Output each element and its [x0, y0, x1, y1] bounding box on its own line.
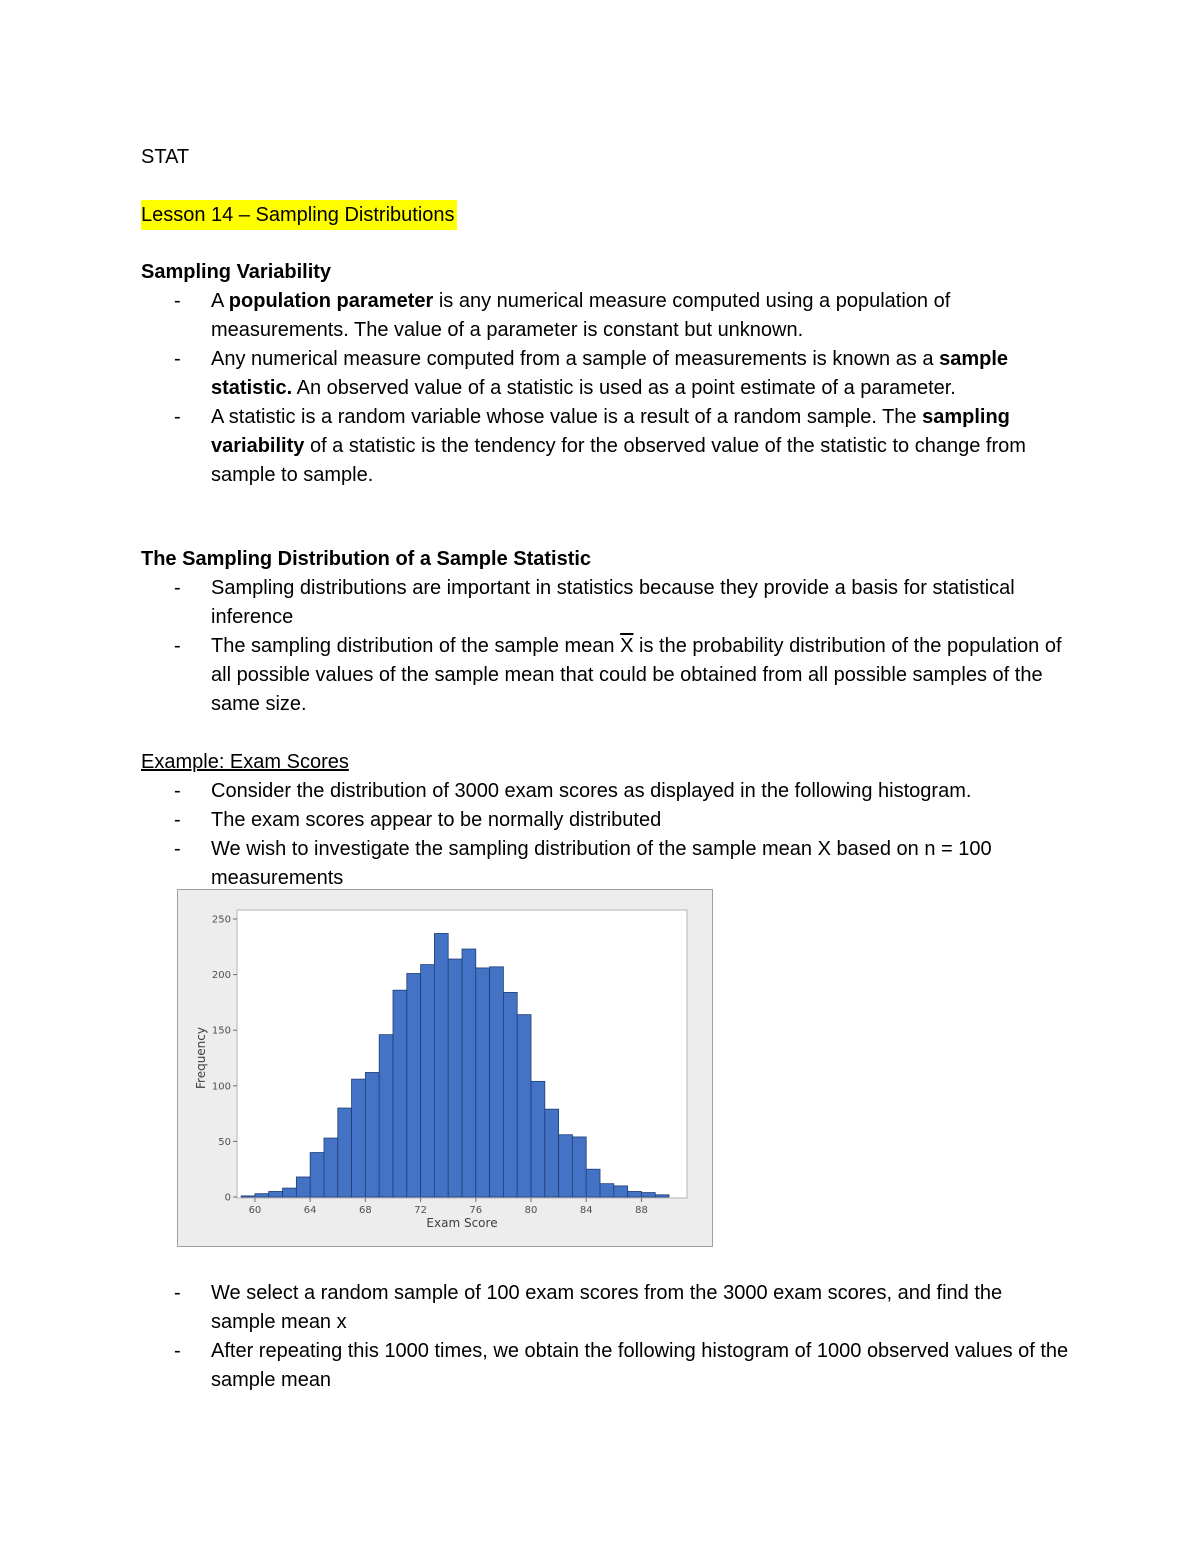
x-tick-label: 68: [359, 1205, 372, 1216]
x-tick-label: 76: [469, 1205, 483, 1216]
lesson-title: Lesson 14 – Sampling Distributions: [141, 200, 457, 230]
x-axis-ticks: [249, 1198, 648, 1216]
bullet-text: An observed value of a statistic is used as a point estimate of a parameter.: [292, 377, 956, 399]
histogram-bar: [600, 1184, 614, 1197]
histogram-bar: [269, 1191, 283, 1197]
bold-term: population parameter: [228, 290, 434, 312]
x-bar-symbol: $\overline{X}$: [620, 635, 634, 657]
histogram-bar: [421, 965, 435, 1197]
bullet-text: is the probability distribution of the population of all possible values of the sample mean that could be obtained from all possible samples of the same size.: [211, 635, 1062, 715]
histogram-bar: [407, 973, 421, 1197]
histogram-figure: [177, 889, 713, 1247]
bold-term: sampling variability: [211, 406, 1010, 457]
bullet-text: A statistic is a random variable whose value is a result of a random sample. The: [211, 406, 923, 428]
x-tick-label: 88: [635, 1205, 648, 1216]
histogram-bar: [241, 1196, 255, 1197]
y-tick-label: 0: [224, 1192, 231, 1204]
section-heading-sampling-variability: Sampling Variability: [141, 261, 332, 283]
histogram-bar: [462, 949, 476, 1197]
histogram-bar: [352, 1079, 366, 1197]
example-list-top: [141, 777, 1071, 893]
x-tick-label: 72: [414, 1205, 427, 1216]
histogram-bar: [490, 967, 504, 1197]
section-heading-sampling-distribution: The Sampling Distribution of a Sample Statistic: [141, 548, 592, 570]
histogram-bar: [296, 1177, 310, 1197]
y-tick-label: 100: [211, 1081, 231, 1093]
histogram-bar: [255, 1194, 269, 1197]
document-title: STAT: [141, 146, 190, 168]
histogram-bar: [586, 1169, 600, 1197]
list-item: - We wish to investigate the sampling distribution of the sample mean X based on n = 100 measurements: [141, 835, 1071, 893]
histogram-bar: [338, 1108, 352, 1197]
histogram-bar: [641, 1193, 655, 1197]
histogram-bar: [324, 1138, 338, 1197]
list-item: [141, 403, 1071, 490]
histogram-bar: [434, 933, 448, 1197]
histogram-bar: [572, 1137, 586, 1197]
histogram-bar: [559, 1135, 573, 1197]
y-tick-label: 250: [211, 914, 231, 926]
bullet-text: Any numerical measure computed from a sample of measurements is known as a: [211, 348, 940, 370]
histogram-bar: [365, 1072, 379, 1197]
y-tick-label: 50: [218, 1136, 231, 1148]
histogram-bar: [283, 1188, 297, 1197]
y-tick-label: 150: [211, 1025, 231, 1037]
list-item: - Sampling distributions are important in statistics because they provide a basis for statistical inference: [141, 574, 1071, 632]
y-tick-label: 200: [211, 970, 231, 982]
y-axis-label: Frequency: [194, 1027, 208, 1089]
x-axis-label: Exam Score: [426, 1216, 498, 1230]
histogram-bar: [531, 1081, 545, 1197]
histogram-bar: [448, 959, 462, 1197]
list-item: [141, 287, 1071, 345]
histogram-bar: [517, 1015, 531, 1197]
list-item: - The exam scores appear to be normally distributed: [141, 806, 1071, 835]
list-item: [141, 345, 1071, 403]
x-tick-label: 84: [579, 1205, 593, 1216]
x-tick-label: 80: [524, 1205, 538, 1216]
histogram-bar: [655, 1195, 669, 1197]
sampling-distribution-list: [141, 574, 1071, 719]
histogram-bar: [379, 1035, 393, 1197]
histogram-bar: [393, 990, 407, 1197]
x-tick-label: 64: [303, 1205, 317, 1216]
histogram-bar: [310, 1153, 324, 1197]
histogram-bar: [614, 1186, 628, 1197]
bullet-text: of a statistic is the tendency for the observed value of the statistic to change from sample to sample.: [211, 435, 1026, 486]
y-axis-ticks: [212, 915, 237, 1204]
histogram-bar: [545, 1109, 559, 1197]
list-item: - Consider the distribution of 3000 exam scores as displayed in the following histogram.: [141, 777, 1071, 806]
sampling-variability-list: [141, 287, 1071, 490]
histogram-bar: [503, 992, 517, 1197]
x-tick-label: 60: [248, 1205, 262, 1216]
histogram-bar: [476, 968, 490, 1197]
list-item: - We select a random sample of 100 exam scores from the 3000 exam scores, and find the sample mean x: [141, 1279, 1071, 1337]
bullet-text: The sampling distribution of the sample mean: [211, 635, 621, 657]
example-list-bottom: [141, 1279, 1071, 1395]
bullet-text: is any numerical measure computed using a population of measurements. The value of a parameter is constant but unknown.: [211, 290, 951, 341]
bold-term: sample statistic.: [211, 348, 1009, 399]
bullet-text: A: [211, 290, 229, 312]
list-item: - After repeating this 1000 times, we obtain the following histogram of 1000 observed values of the sample mean: [141, 1337, 1071, 1395]
example-heading: Example: Exam Scores: [141, 751, 349, 773]
exam-score-histogram: [178, 890, 714, 1248]
list-item: [141, 632, 1071, 719]
histogram-bar: [628, 1191, 642, 1197]
